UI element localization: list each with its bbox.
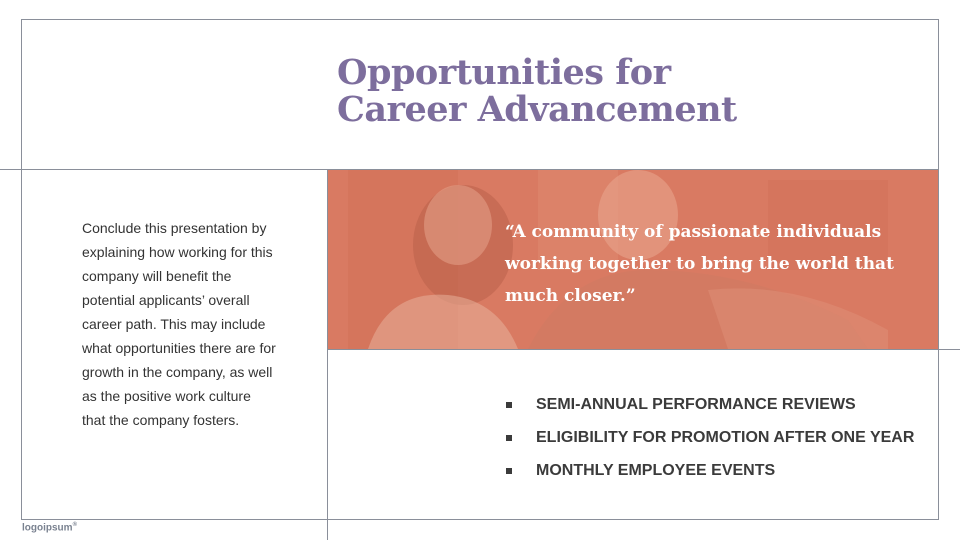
- bullet-text: ELIGIBILITY FOR PROMOTION AFTER ONE YEAR: [536, 429, 915, 446]
- logo-text: logoipsum: [22, 522, 73, 534]
- title-line-2: Career Advancement: [337, 89, 737, 130]
- frame-right-line: [938, 19, 939, 520]
- quote-text: “A community of passionate individuals working together to bring the world that much closer.”: [505, 222, 894, 306]
- slide-title: [337, 54, 757, 128]
- company-logo: logoipsum®: [22, 522, 77, 534]
- bullet-square-icon: [506, 402, 512, 408]
- frame-bottom-line: [21, 519, 939, 520]
- title-line-1: Opportunities for: [337, 52, 671, 93]
- bullet-text: MONTHLY EMPLOYEE EVENTS: [536, 462, 776, 479]
- bullet-text: SEMI-ANNUAL PERFORMANCE REVIEWS: [536, 396, 856, 413]
- bullet-square-icon: [506, 435, 512, 441]
- frame-left-line: [21, 19, 22, 520]
- frame-lower-horizontal-line: [328, 349, 960, 350]
- bullet-square-icon: [506, 468, 512, 474]
- body-paragraph: Conclude this presentation by explaining how working for this company will benefit the potential applicants’ overall career path. This may include what opportunities there are for growth in the company, as well as the positive work culture that the company fosters.: [82, 220, 276, 428]
- frame-top-line: [21, 19, 939, 20]
